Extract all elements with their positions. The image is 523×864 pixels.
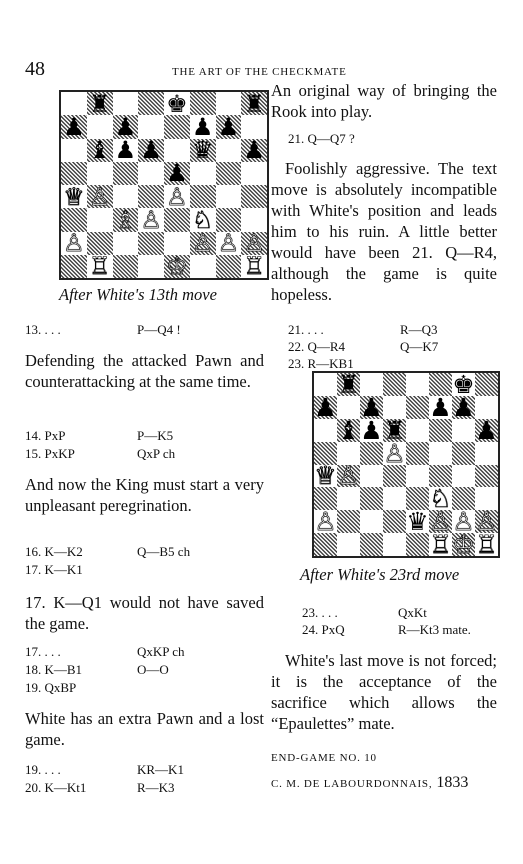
board-square (337, 373, 360, 396)
move-row (25, 780, 247, 796)
board-square (87, 92, 113, 115)
board-square (87, 185, 113, 208)
chess-piece: ♚ (452, 373, 475, 396)
chess-piece: ♟ (452, 395, 475, 419)
board-square (61, 208, 87, 231)
board-square (406, 510, 429, 533)
move-row (288, 339, 510, 355)
board-square (61, 115, 87, 138)
chess-piece: ♙ (383, 441, 406, 465)
board-square (113, 115, 139, 138)
chess-piece: ♘ (191, 208, 214, 232)
board-square (190, 255, 216, 278)
move-number: 23. . . . (302, 605, 338, 620)
move-text: Q—B5 ch (137, 544, 191, 559)
board-square (113, 139, 139, 162)
move-number: 17. K—K1 (25, 562, 83, 577)
board-square (113, 162, 139, 185)
board-square (360, 396, 383, 419)
chess-piece: ♙ (140, 208, 162, 232)
board-square (190, 115, 216, 138)
chess-piece: ♟ (140, 138, 162, 162)
chess-piece: ♟ (314, 395, 337, 419)
board-square (61, 232, 87, 255)
chess-piece: ♚ (166, 92, 188, 116)
chess-piece: ♜ (243, 92, 265, 116)
board-square (383, 465, 406, 488)
chess-piece: ♖ (88, 254, 111, 278)
chess-piece: ♟ (191, 115, 214, 139)
board-square (429, 487, 452, 510)
move-text: P—Q4 ! (137, 322, 181, 337)
board-square (241, 115, 267, 138)
move-number: 15. PxKP (25, 446, 75, 461)
chess-piece: ♝ (88, 138, 111, 162)
board-square (429, 419, 452, 442)
chess-piece: ♟ (114, 138, 137, 162)
board-square (190, 92, 216, 115)
board-grid (314, 373, 498, 556)
move-number: 18. K—B1 (25, 662, 83, 677)
board-square (475, 510, 498, 533)
board-square (429, 442, 452, 465)
diagram-caption-2: After White's 23rd move (300, 565, 460, 584)
move-row (25, 662, 247, 678)
board-square (475, 465, 498, 488)
chess-piece: ♙ (63, 231, 85, 255)
players: C. M. DE LABOURDONNAIS, (271, 778, 433, 790)
board-square (452, 465, 475, 488)
board-square (87, 232, 113, 255)
board-square (164, 115, 190, 138)
board-square (164, 208, 190, 231)
chess-piece: ♟ (217, 115, 240, 139)
chess-piece: ♙ (314, 510, 337, 534)
board-square (190, 139, 216, 162)
board-square (406, 465, 429, 488)
move-row (25, 322, 247, 338)
board-square (113, 92, 139, 115)
board-square (241, 255, 267, 278)
move-row (25, 762, 247, 778)
chess-piece: ♛ (191, 138, 214, 162)
board-square (383, 487, 406, 510)
board-square (164, 92, 190, 115)
board-square (241, 139, 267, 162)
move-number: 17. . . . (25, 644, 61, 659)
board-square (216, 139, 242, 162)
chess-piece: ♟ (243, 138, 265, 162)
board-square (241, 185, 267, 208)
move-number: 16. K—K2 (25, 544, 83, 559)
board-square (314, 533, 337, 556)
chess-piece: ♙ (475, 510, 498, 534)
move-text: Q—K7 (400, 339, 439, 354)
board-square (314, 442, 337, 465)
board-square (337, 465, 360, 488)
chess-piece: ♟ (429, 395, 452, 419)
board-square (406, 396, 429, 419)
page-number: 48 (25, 58, 45, 80)
chess-piece: ♗ (114, 208, 137, 232)
board-square (406, 442, 429, 465)
board-square (360, 442, 383, 465)
chess-piece: ♔ (166, 254, 188, 278)
board-square (138, 208, 164, 231)
board-square (314, 396, 337, 419)
move-row (302, 605, 508, 621)
board-square (113, 185, 139, 208)
board-square (337, 396, 360, 419)
move-text: R—K3 (137, 780, 175, 795)
paragraph: Defending the attacked Pawn and counterattacking at the same time. (25, 351, 264, 391)
board-square (216, 92, 242, 115)
move-row (25, 428, 247, 444)
move-number: 13. . . . (25, 322, 61, 337)
board-square (337, 419, 360, 442)
move-text: KR—K1 (137, 762, 184, 777)
board-square (87, 255, 113, 278)
board-square (61, 255, 87, 278)
board-square (164, 185, 190, 208)
board-square (314, 510, 337, 533)
chess-piece: ♙ (166, 185, 188, 209)
chess-piece: ♙ (191, 231, 214, 255)
players-line (271, 774, 468, 792)
board-square (216, 185, 242, 208)
board-square (360, 373, 383, 396)
year: 1833 (436, 774, 469, 791)
move-text: R—Q3 (400, 322, 438, 337)
move-number: 20. K—Kt1 (25, 780, 87, 795)
chess-piece: ♙ (452, 510, 475, 534)
chess-piece: ♜ (88, 92, 111, 116)
board-square (164, 162, 190, 185)
board-square (314, 419, 337, 442)
board-grid (61, 92, 267, 278)
move-text (400, 356, 510, 372)
board-square (429, 510, 452, 533)
board-square (360, 510, 383, 533)
board-square (429, 533, 452, 556)
paragraph: White has an extra Pawn and a lost game. (25, 709, 264, 749)
diagram-caption-1: After White's 13th move (59, 285, 217, 304)
chess-piece: ♟ (166, 161, 188, 185)
board-square (190, 208, 216, 231)
board-square (190, 185, 216, 208)
paragraph: An original way of bringing the Rook into play. (271, 81, 497, 121)
chess-piece: ♟ (360, 395, 383, 419)
chess-piece: ♖ (429, 533, 452, 556)
chess-piece: ♔ (452, 533, 475, 556)
chess-piece: ♟ (360, 418, 383, 442)
board-square (452, 442, 475, 465)
move-text: O—O (137, 662, 169, 677)
chess-piece: ♘ (429, 487, 452, 511)
board-square (314, 373, 337, 396)
move-row (288, 356, 510, 372)
move-text: QxKP ch (137, 644, 185, 659)
move-row (288, 322, 510, 338)
chess-piece: ♙ (243, 231, 265, 255)
paragraph: 17. K—Q1 would not have saved the game. (25, 593, 264, 633)
board-square (216, 255, 242, 278)
board-square (452, 487, 475, 510)
board-square (87, 139, 113, 162)
board-square (475, 373, 498, 396)
move-number: 21. . . . (288, 322, 324, 337)
board-square (383, 533, 406, 556)
board-square (452, 396, 475, 419)
board-square (87, 208, 113, 231)
paragraph: Foolishly aggressive. The text move is absolutely incompatible with White's position and leads him to his ruin. A little better would have been 21. Q—R4, although the game is quite hopeless. (271, 159, 497, 304)
board-square (452, 419, 475, 442)
move-text: QxKt (398, 605, 427, 620)
board-square (138, 185, 164, 208)
move-row (25, 562, 247, 578)
chess-piece: ♙ (217, 231, 240, 255)
move-number: 22. Q—R4 (288, 339, 346, 354)
move-text: P—K5 (137, 428, 174, 443)
move-number: 24. PxQ (302, 622, 345, 637)
board-square (337, 510, 360, 533)
board-square (190, 162, 216, 185)
chess-piece: ♙ (429, 510, 452, 534)
board-square (406, 419, 429, 442)
board-square (164, 139, 190, 162)
board-square (164, 232, 190, 255)
move-text: R—Kt3 mate. (398, 622, 471, 637)
board-square (314, 465, 337, 488)
chess-piece: ♕ (314, 464, 337, 488)
board-square (113, 232, 139, 255)
move-number: 14. PxP (25, 428, 66, 443)
chess-diagram-1 (59, 90, 269, 280)
board-square (475, 533, 498, 556)
board-square (61, 92, 87, 115)
board-square (429, 465, 452, 488)
board-square (61, 185, 87, 208)
chess-piece: ♟ (475, 418, 498, 442)
board-square (429, 396, 452, 419)
board-square (337, 533, 360, 556)
chess-piece: ♟ (63, 115, 85, 139)
board-square (475, 419, 498, 442)
board-square (475, 487, 498, 510)
move-number: 21. Q—Q7 ? (288, 131, 355, 146)
board-square (360, 419, 383, 442)
board-square (360, 465, 383, 488)
move-number: 23. R—KB1 (288, 356, 354, 371)
board-square (475, 442, 498, 465)
board-square (337, 442, 360, 465)
move-row (302, 622, 508, 638)
board-square (406, 533, 429, 556)
board-square (383, 442, 406, 465)
move-row (288, 131, 400, 147)
board-square (138, 92, 164, 115)
board-square (360, 533, 383, 556)
board-square (216, 162, 242, 185)
board-square (406, 487, 429, 510)
chess-diagram-2 (312, 371, 500, 558)
board-square (241, 208, 267, 231)
board-square (87, 162, 113, 185)
chess-piece: ♟ (114, 115, 137, 139)
chess-piece: ♜ (383, 418, 406, 442)
endgame-heading: END-GAME NO. 10 (271, 752, 377, 764)
move-text (137, 680, 247, 696)
board-square (337, 487, 360, 510)
board-square (113, 255, 139, 278)
board-square (429, 373, 452, 396)
board-square (138, 115, 164, 138)
board-square (138, 162, 164, 185)
move-row (25, 680, 247, 696)
board-square (383, 419, 406, 442)
move-text (137, 562, 247, 578)
board-square (164, 255, 190, 278)
move-row (25, 644, 247, 660)
board-square (216, 115, 242, 138)
move-text: QxP ch (137, 446, 176, 461)
chess-piece: ♖ (475, 533, 498, 556)
board-square (113, 208, 139, 231)
board-square (190, 232, 216, 255)
chess-piece: ♕ (63, 185, 85, 209)
move-row (25, 544, 247, 560)
paragraph: White's last move is not forced; it is the acceptance of the sacrifice which allows the “Epaulettes” mate. (271, 651, 497, 733)
board-square (216, 208, 242, 231)
board-square (360, 487, 383, 510)
chess-piece: ♙ (88, 185, 111, 209)
board-square (383, 373, 406, 396)
chess-piece: ♝ (337, 418, 360, 442)
board-square (314, 487, 337, 510)
board-square (452, 373, 475, 396)
board-square (452, 533, 475, 556)
move-number: 19. QxBP (25, 680, 77, 695)
board-square (241, 92, 267, 115)
chess-piece: ♖ (243, 254, 265, 278)
paragraph: And now the King must start a very unpleasant peregrination. (25, 475, 264, 515)
board-square (475, 396, 498, 419)
board-square (138, 255, 164, 278)
board-square (241, 232, 267, 255)
board-square (383, 510, 406, 533)
chess-piece: ♙ (337, 464, 360, 488)
board-square (383, 396, 406, 419)
chess-piece: ♜ (337, 373, 360, 396)
chess-piece: ♛ (406, 510, 429, 534)
board-square (61, 162, 87, 185)
move-row (25, 446, 247, 462)
running-title: THE ART OF THE CHECKMATE (172, 66, 347, 78)
board-square (138, 232, 164, 255)
board-square (216, 232, 242, 255)
board-square (452, 510, 475, 533)
board-square (87, 115, 113, 138)
board-square (406, 373, 429, 396)
board-square (61, 139, 87, 162)
move-number: 19. . . . (25, 762, 61, 777)
board-square (138, 139, 164, 162)
board-square (241, 162, 267, 185)
